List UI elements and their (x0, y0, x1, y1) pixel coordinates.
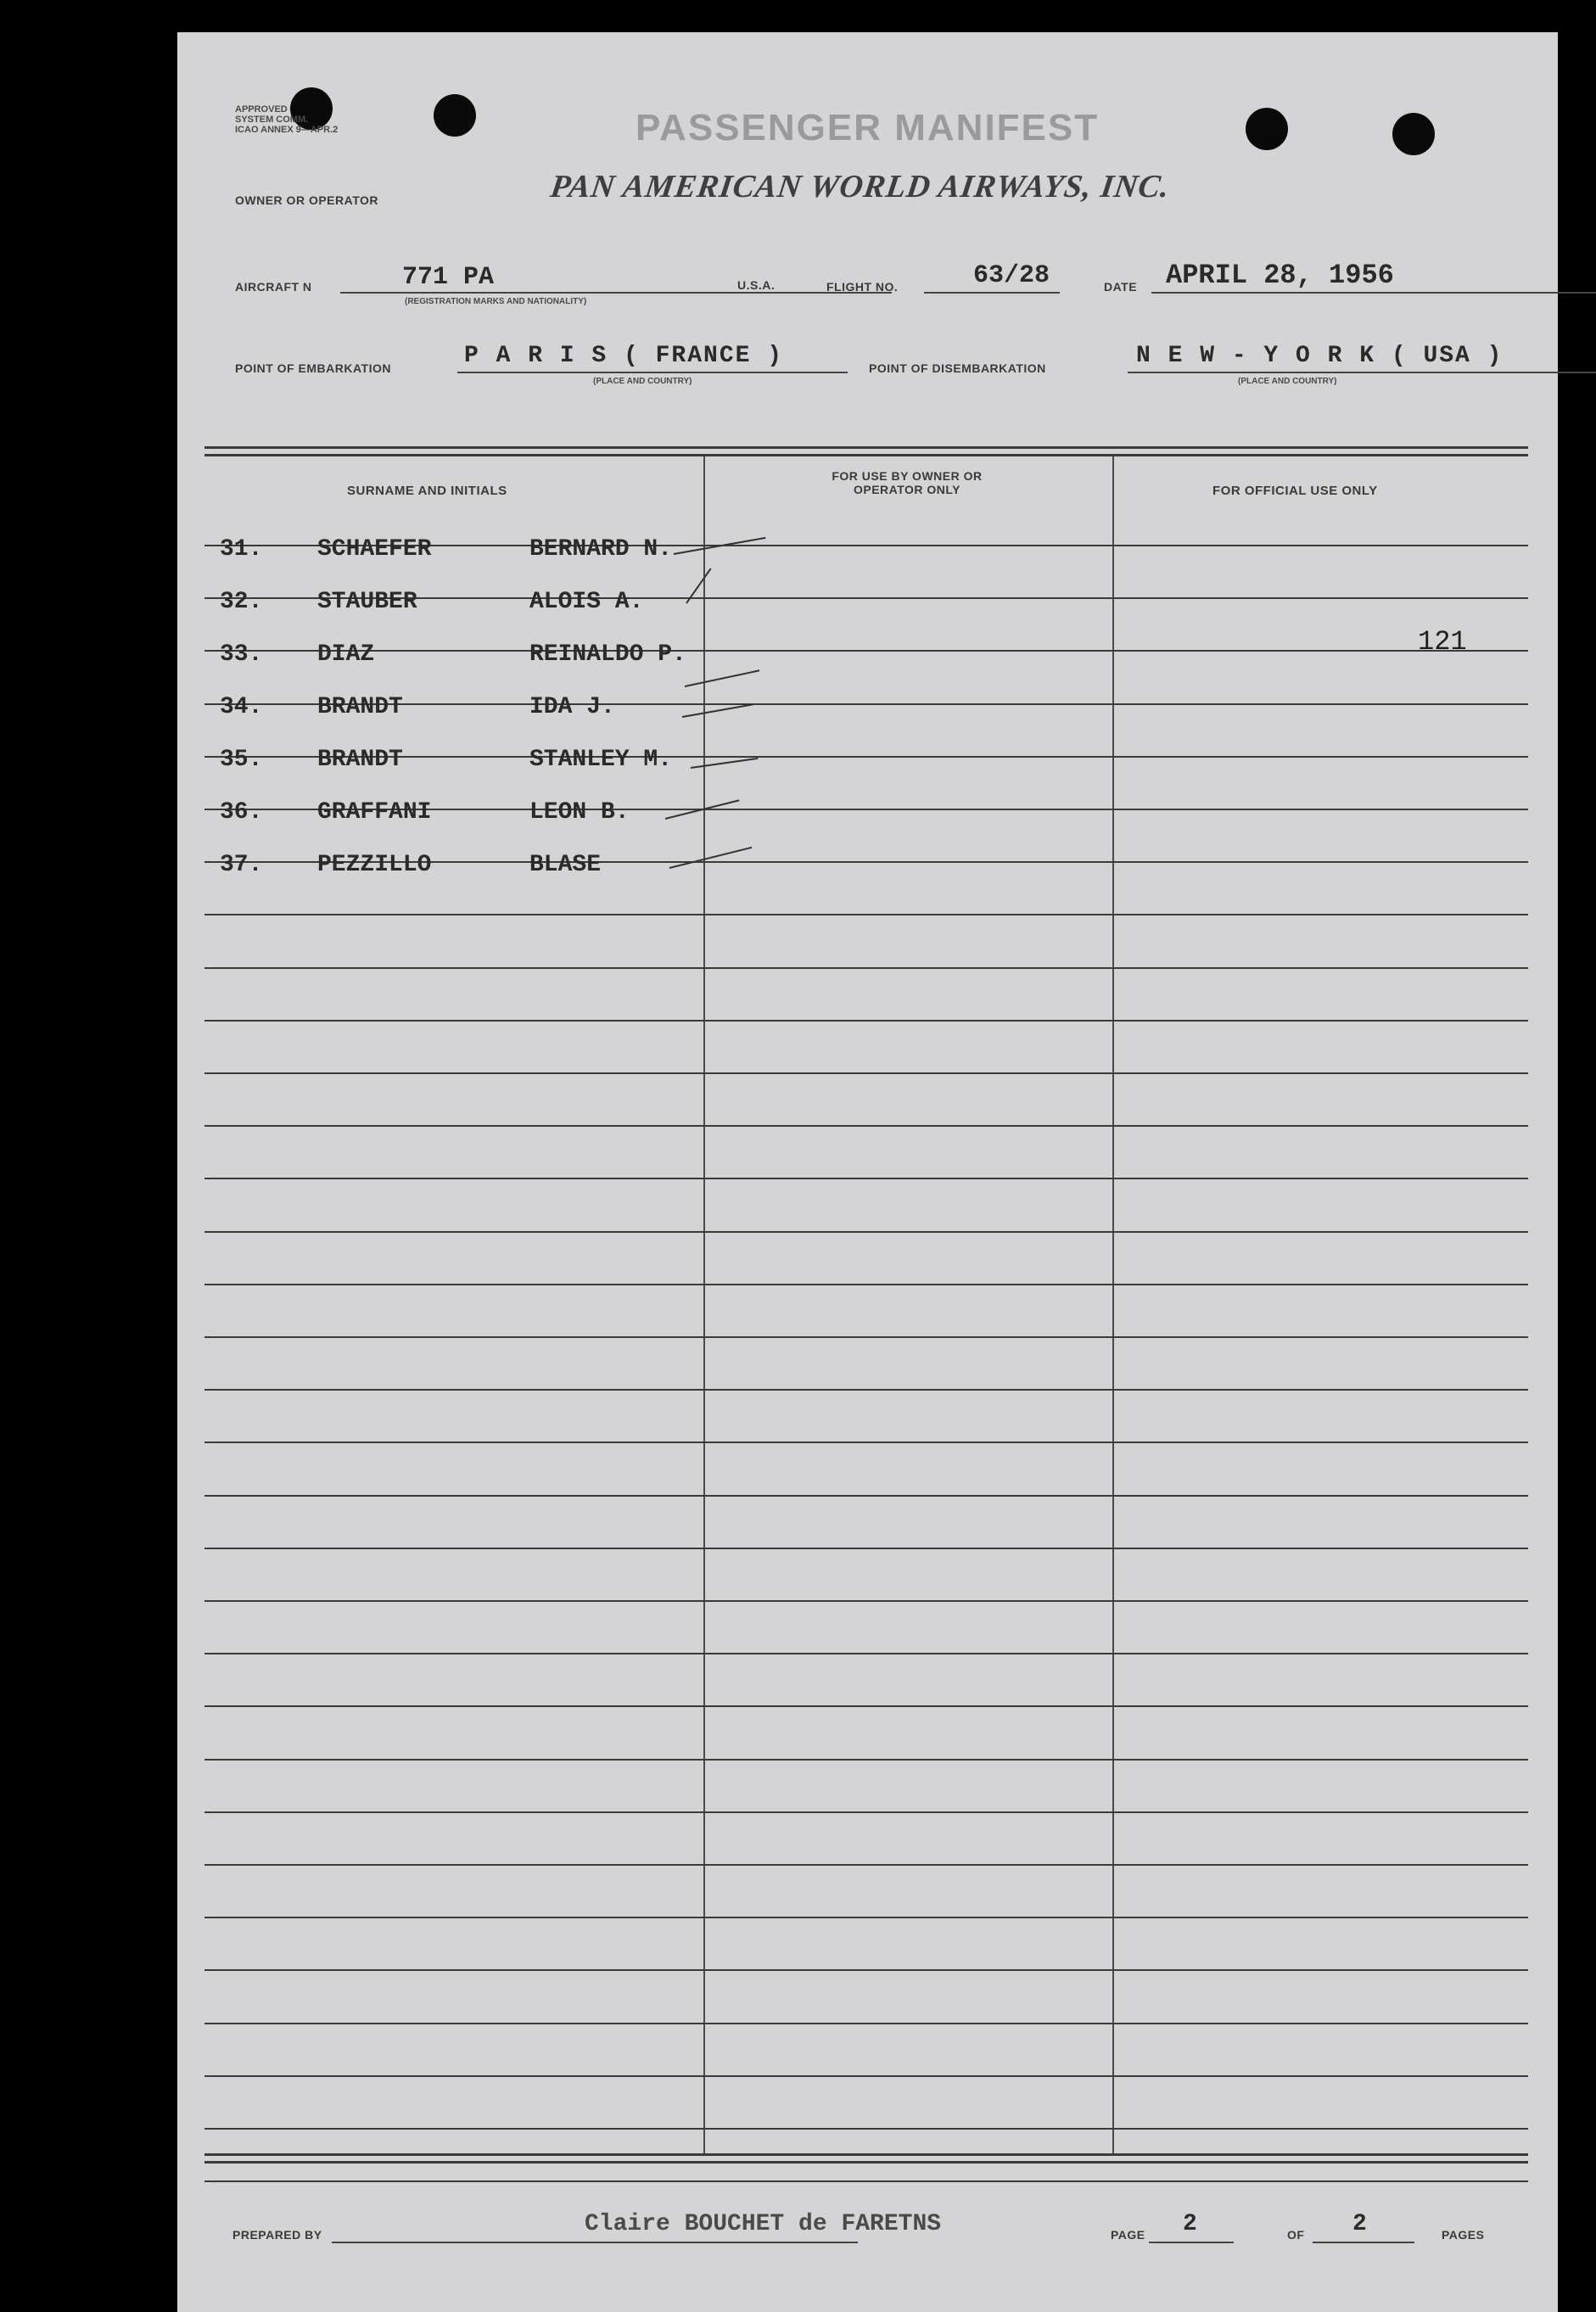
ruled-line (204, 1072, 1528, 1074)
punch-hole (1392, 113, 1435, 155)
punch-hole (1246, 108, 1288, 150)
aircraft-note: (REGISTRATION MARKS AND NATIONALITY) (405, 297, 587, 306)
embarkation-value: P A R I S ( FRANCE ) (464, 343, 784, 369)
ruled-line (204, 650, 1528, 652)
passenger-surname: STAUBER (317, 589, 417, 615)
passenger-number: 37. (220, 852, 263, 878)
page-label: PAGE (1111, 2228, 1145, 2242)
disembarkation-label: POINT OF DISEMBARKATION (869, 361, 1046, 375)
passenger-initials: LEON B. (529, 799, 630, 826)
ruled-line (204, 1811, 1528, 1813)
prepared-value: Claire BOUCHET de FARETNS (585, 2211, 942, 2237)
punch-hole (434, 94, 476, 137)
ruled-line (204, 1759, 1528, 1761)
passenger-surname: BRANDT (317, 694, 403, 720)
page-title: PASSENGER MANIFEST (636, 107, 1100, 148)
col-official-header: FOR OFFICIAL USE ONLY (1212, 484, 1378, 498)
official-note: 121 (1418, 626, 1467, 658)
passenger-initials: IDA J. (529, 694, 615, 720)
aircraft-value: 771 PA (402, 263, 495, 292)
passenger-surname: DIAZ (317, 641, 375, 668)
ruled-line (204, 967, 1528, 969)
check-mark (685, 669, 759, 687)
usa-label: U.S.A. (737, 278, 776, 292)
passenger-number: 35. (220, 747, 263, 773)
ruled-line (204, 1020, 1528, 1022)
check-mark (682, 703, 753, 718)
ruled-line (204, 1495, 1528, 1497)
ruled-line (204, 1653, 1528, 1654)
pages-label: PAGES (1442, 2228, 1485, 2242)
ruled-line (204, 1705, 1528, 1707)
ruled-line (204, 1600, 1528, 1602)
flight-value: 63/28 (973, 261, 1050, 290)
column-divider (1112, 456, 1114, 2153)
ruled-line (204, 1284, 1528, 1285)
passenger-initials: BLASE (529, 852, 602, 878)
ruled-line (204, 1389, 1528, 1391)
passenger-number: 34. (220, 694, 263, 720)
ruled-line (204, 1917, 1528, 1918)
passenger-initials: STANLEY M. (529, 747, 673, 773)
passenger-number: 36. (220, 799, 263, 826)
ruled-line (204, 2075, 1528, 2077)
check-mark (691, 758, 758, 769)
passenger-number: 32. (220, 589, 263, 615)
date-label: DATE (1104, 280, 1138, 294)
approval-stamp: APPROVED SYSTEM COMM. ICAO ANNEX 9—APR.2 (235, 104, 339, 135)
passenger-number: 33. (220, 641, 263, 668)
passenger-initials: ALOIS A. (529, 589, 644, 615)
page-value: 2 (1183, 2211, 1197, 2237)
passenger-surname: PEZZILLO (317, 852, 432, 878)
ruled-line (204, 1864, 1528, 1866)
aircraft-label: AIRCRAFT N (235, 280, 312, 294)
ruled-line (204, 1969, 1528, 1971)
passenger-initials: BERNARD N. (529, 536, 673, 563)
ruled-line (204, 2128, 1528, 2130)
ruled-line (204, 1231, 1528, 1233)
ruled-line (204, 2023, 1528, 2024)
of-label: OF (1287, 2228, 1305, 2242)
owner-label: OWNER OR OPERATOR (235, 193, 378, 207)
ruled-line (204, 1178, 1528, 1179)
date-value: APRIL 28, 1956 (1166, 260, 1394, 291)
embarkation-note: (PLACE AND COUNTRY) (593, 377, 692, 386)
ruled-line (204, 703, 1528, 705)
manifest-page (177, 32, 1558, 2312)
col-surname-header: SURNAME AND INITIALS (347, 484, 507, 498)
check-mark (669, 847, 753, 869)
prepared-label: PREPARED BY (232, 2228, 322, 2242)
ruled-line (204, 1125, 1528, 1127)
passenger-surname: BRANDT (317, 747, 403, 773)
ruled-line (204, 1548, 1528, 1549)
passenger-surname: SCHAEFER (317, 536, 432, 563)
ruled-line (204, 1442, 1528, 1443)
passenger-surname: GRAFFANI (317, 799, 432, 826)
flight-label: FLIGHT NO. (826, 280, 899, 294)
ruled-line (204, 2180, 1528, 2182)
ruled-line (204, 756, 1528, 758)
ruled-line (204, 1336, 1528, 1338)
ruled-line (204, 914, 1528, 915)
passenger-initials: REINALDO P. (529, 641, 686, 668)
passenger-number: 31. (220, 536, 263, 563)
of-value: 2 (1352, 2211, 1367, 2237)
embarkation-label: POINT OF EMBARKATION (235, 361, 391, 375)
footer-rule (204, 2153, 1528, 2164)
header-rule (204, 446, 1528, 456)
airline-name: PAN AMERICAN WORLD AIRWAYS, INC. (548, 169, 1173, 204)
disembarkation-note: (PLACE AND COUNTRY) (1238, 377, 1337, 386)
column-divider (703, 456, 705, 2153)
col-owner-header: FOR USE BY OWNER OR OPERATOR ONLY (832, 469, 983, 496)
disembarkation-value: N E W - Y O R K ( USA ) (1136, 343, 1504, 369)
